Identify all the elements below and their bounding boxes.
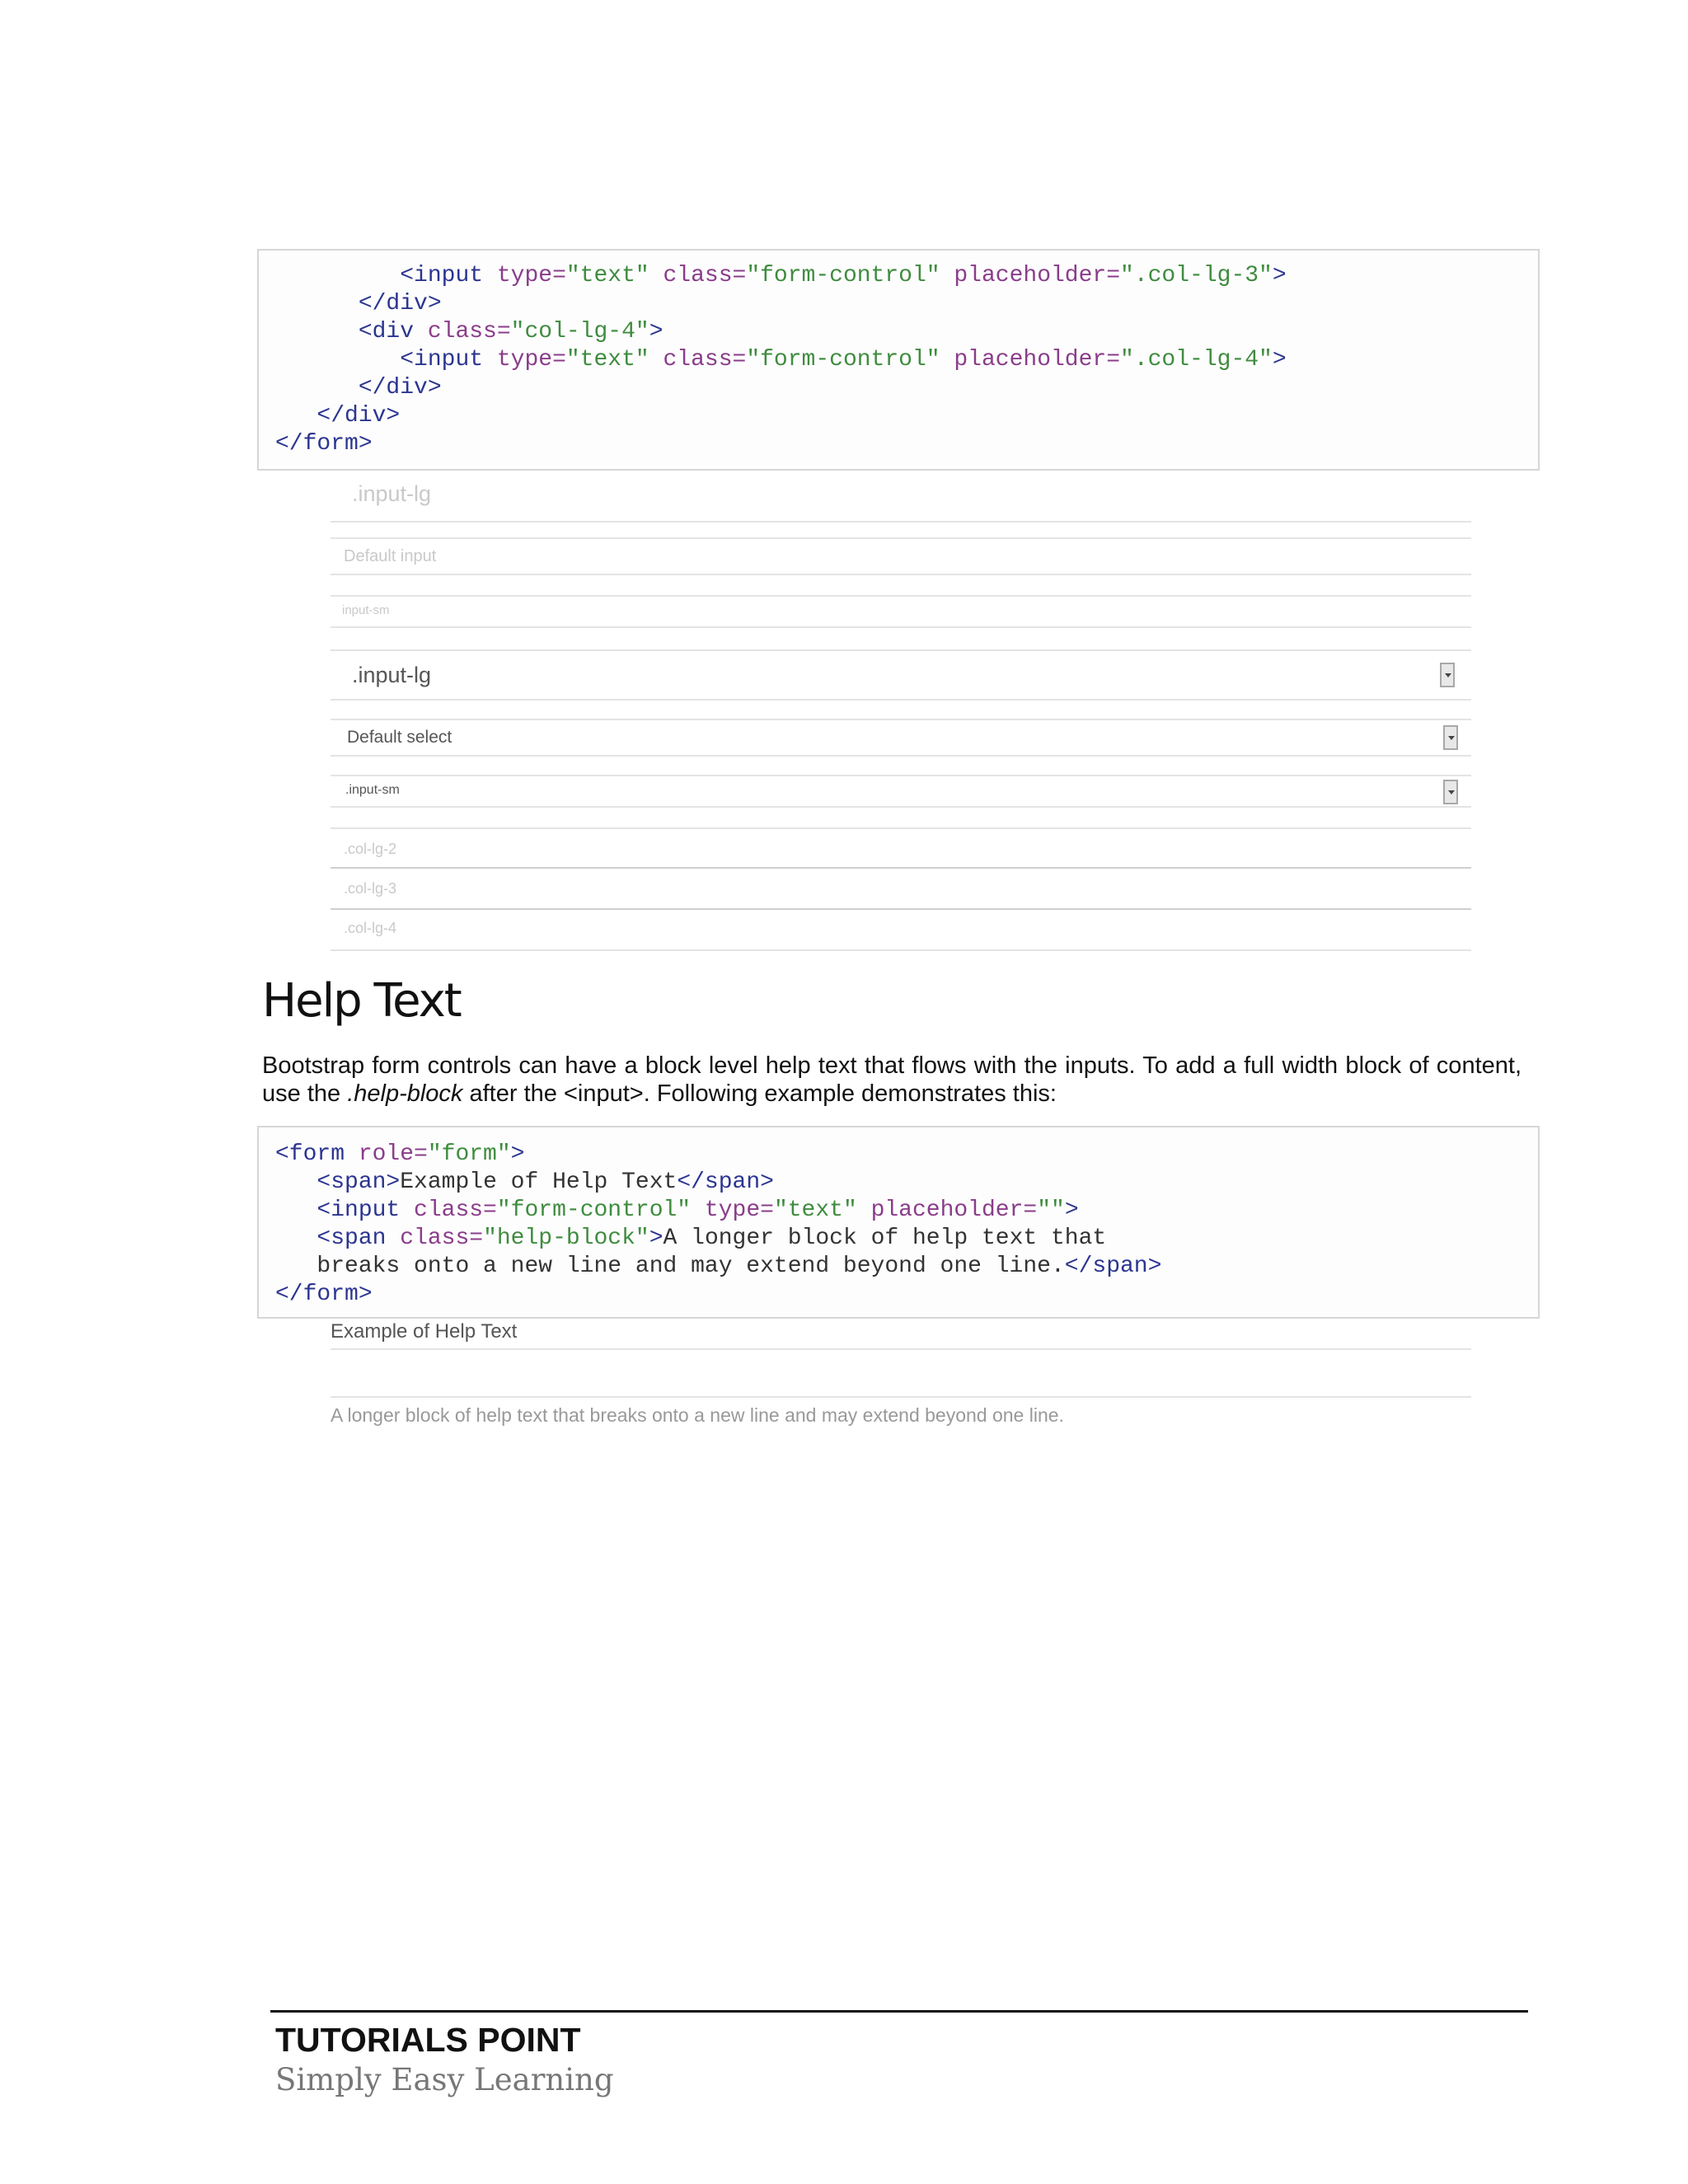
code-line xyxy=(275,374,1538,402)
code-token: class= xyxy=(427,319,511,344)
code-block-1-content xyxy=(259,251,1538,458)
input-lg-field[interactable] xyxy=(331,471,1471,523)
code-token: breaks onto a new line and may extend beyond one line. xyxy=(316,1254,1065,1279)
code-token: "col-lg-4" xyxy=(510,319,649,344)
code-token: class= xyxy=(414,1197,497,1223)
footer-brand: TUTORIALS POINT xyxy=(275,2021,581,2059)
default-input-placeholder: Default input xyxy=(344,547,437,565)
select-lg-value: .input-lg xyxy=(352,663,432,687)
code-token: </span> xyxy=(1064,1254,1162,1279)
code-token: "text" xyxy=(565,263,663,288)
code-line xyxy=(275,262,1538,290)
code-line xyxy=(275,318,1538,346)
code-token: placeholder= xyxy=(954,347,1121,373)
chevron-down-icon[interactable] xyxy=(1443,780,1458,804)
code-token: </form> xyxy=(275,431,373,457)
code-token: </form> xyxy=(275,1282,373,1307)
code-token: <span xyxy=(316,1226,401,1251)
code-line xyxy=(275,1169,1538,1197)
paragraph-class-name: .help-block xyxy=(347,1080,463,1107)
code-token: <form xyxy=(275,1141,359,1167)
code-token: <input xyxy=(400,347,497,373)
code-line xyxy=(275,1197,1538,1225)
input-sizes-demo xyxy=(331,471,1471,951)
code-token: type= xyxy=(704,1197,774,1223)
code-line xyxy=(275,346,1538,374)
select-lg[interactable] xyxy=(331,649,1471,701)
select-sm[interactable] xyxy=(331,775,1471,808)
code-token: > xyxy=(1272,263,1287,288)
code-token: <input xyxy=(316,1197,415,1223)
code-block-1 xyxy=(257,249,1540,471)
code-token: role= xyxy=(358,1141,428,1167)
input-sm-placeholder: input-sm xyxy=(342,603,390,617)
code-token: Example of Help Text xyxy=(400,1169,678,1195)
code-token: <span> xyxy=(316,1169,401,1195)
code-token: class= xyxy=(663,347,747,373)
code-token: <input xyxy=(400,263,497,288)
code-token: ".col-lg-4" xyxy=(1120,347,1273,373)
input-sm-field[interactable] xyxy=(331,595,1471,628)
section-paragraph xyxy=(262,1052,1522,1108)
code-token: A longer block of help text that xyxy=(663,1226,1107,1251)
code-line xyxy=(275,1253,1538,1281)
code-line xyxy=(275,1225,1538,1253)
code-token: "help-block" xyxy=(483,1226,649,1251)
footer-divider xyxy=(270,2010,1528,2013)
code-token: </div> xyxy=(358,291,442,316)
code-token: > xyxy=(649,319,663,344)
help-example-input[interactable] xyxy=(331,1348,1471,1398)
default-input-field[interactable] xyxy=(331,537,1471,575)
code-token: <div xyxy=(358,319,428,344)
help-example-label: Example of Help Text xyxy=(331,1320,518,1343)
col-lg-2-input[interactable] xyxy=(331,827,1471,869)
code-line xyxy=(275,402,1538,430)
chevron-down-icon[interactable] xyxy=(1443,725,1458,750)
col-lg-4-placeholder: .col-lg-4 xyxy=(344,920,397,936)
code-token: </div> xyxy=(316,403,401,429)
code-line xyxy=(275,1281,1538,1309)
code-line xyxy=(275,1141,1538,1169)
paragraph-text-end: after the <input>. Following example demonstrates this: xyxy=(462,1080,1057,1107)
code-token: "text" xyxy=(773,1197,871,1223)
section-heading: Help Text xyxy=(262,974,461,1028)
code-token: > xyxy=(1064,1197,1079,1223)
code-line xyxy=(275,290,1538,318)
select-default-value: Default select xyxy=(347,728,452,747)
code-token: </div> xyxy=(358,375,442,401)
code-token: "form-control" xyxy=(746,347,954,373)
code-token: ".col-lg-3" xyxy=(1120,263,1273,288)
code-token: "form" xyxy=(427,1141,511,1167)
code-token: "text" xyxy=(565,347,663,373)
code-token: "" xyxy=(1037,1197,1065,1223)
code-token: placeholder= xyxy=(954,263,1121,288)
code-block-2 xyxy=(257,1126,1540,1319)
code-token: class= xyxy=(663,263,747,288)
col-lg-2-placeholder: .col-lg-2 xyxy=(344,841,397,857)
code-token: placeholder= xyxy=(870,1197,1038,1223)
code-block-2-content xyxy=(259,1127,1538,1309)
select-sm-value: .input-sm xyxy=(345,783,400,797)
col-lg-4-input[interactable] xyxy=(331,910,1471,951)
col-lg-3-input[interactable] xyxy=(331,870,1471,910)
col-lg-3-placeholder: .col-lg-3 xyxy=(344,880,397,897)
code-token: "form-control" xyxy=(746,263,954,288)
code-token: type= xyxy=(496,263,566,288)
select-default[interactable] xyxy=(331,719,1471,757)
help-block-text: A longer block of help text that breaks onto a new line and may extend beyond one line. xyxy=(331,1404,1064,1426)
paragraph-text: Bootstrap form controls can have a block level help text that flows with the inputs. To add a full width block of content, use the xyxy=(262,1052,1522,1107)
code-token: > xyxy=(649,1226,663,1251)
code-token: class= xyxy=(400,1226,484,1251)
help-text-demo xyxy=(331,1319,1471,1434)
code-token: > xyxy=(510,1141,525,1167)
code-token: "form-control" xyxy=(496,1197,705,1223)
input-lg-placeholder: .input-lg xyxy=(352,481,432,506)
chevron-down-icon[interactable] xyxy=(1440,663,1455,687)
code-token: </span> xyxy=(677,1169,774,1195)
code-line xyxy=(275,430,1538,458)
footer-tagline: Simply Easy Learning xyxy=(275,2062,614,2097)
code-token: type= xyxy=(496,347,566,373)
code-token: > xyxy=(1272,347,1287,373)
